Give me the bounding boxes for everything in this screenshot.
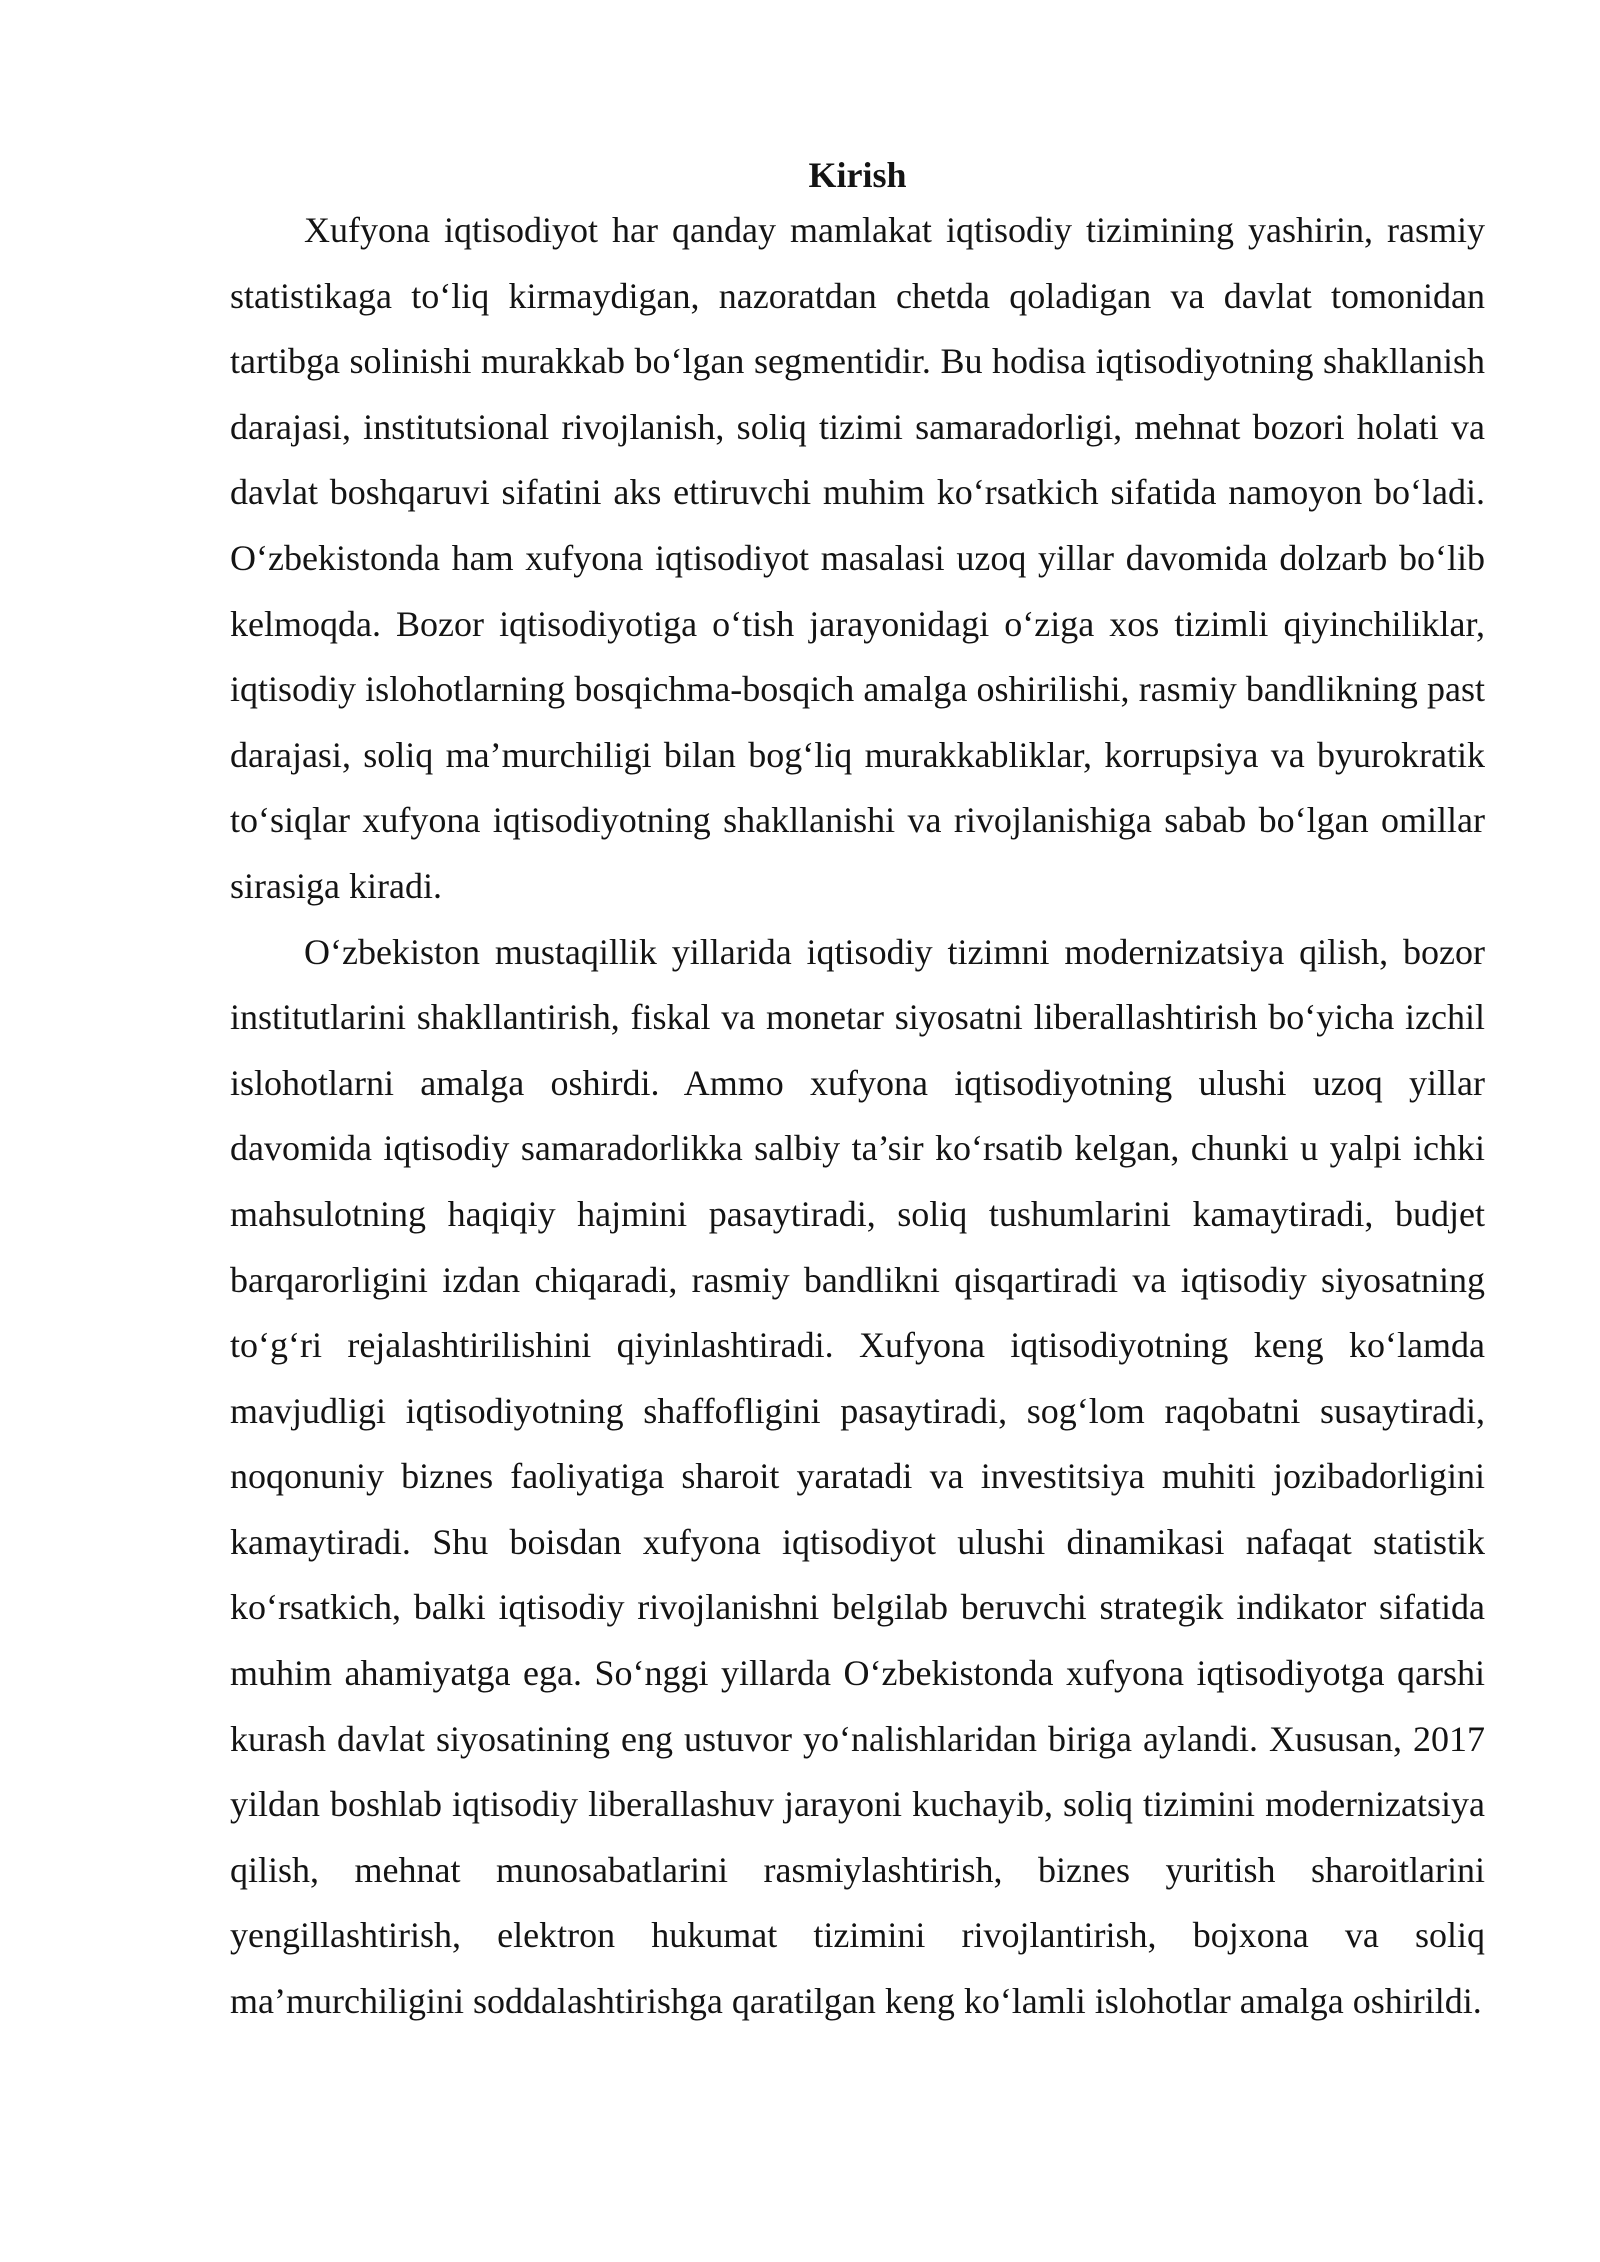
paragraph-1: Xufyona iqtisodiyot har qanday mamlakat iqtisodiy tizimining yashirin, rasmiy statistikaga to‘liq kirmaydigan, nazoratdan chetda qoladigan va davlat tomonidan tartibga solinishi murakkab bo‘lgan segmentidir. Bu hodisa iqtisodiyotning shakllanish darajasi, institutsional rivojlanish, soliq tizimi samaradorligi, mehnat bozori holati va davlat boshqaruvi sifatini aks ettiruvchi muhim ko‘rsatkich sifatida namoyon bo‘ladi. O‘zbekistonda ham xufyona iqtisodiyot masalasi uzoq yillar davomida dolzarb bo‘lib kelmoqda. Bozor iqtisodiyotiga o‘tish jarayonidagi o‘ziga xos tizimli qiyinchiliklar, iqtisodiy islohotlarning bosqichma-bosqich amalga oshirilishi, rasmiy bandlikning past darajasi, soliq ma’murchiligi bilan bog‘liq murakkabliklar, korrupsiya va byurokratik to‘siqlar xufyona iqtisodiyotning shakllanishi va rivojlanishiga sabab bo‘lgan omillar sirasiga kiradi. [230,210,1485,906]
document-body [230,150,1485,2035]
section-heading: Kirish [808,155,907,195]
paragraph-2: O‘zbekiston mustaqillik yillarida iqtisodiy tizimni modernizatsiya qilish, bozor institutlarini shakllantirish, fiskal va monetar siyosatni liberallashtirish bo‘yicha izchil islohotlarni amalga oshirdi. Ammo xufyona iqtisodiyotning ulushi uzoq yillar davomida iqtisodiy samaradorlikka salbiy ta’sir ko‘rsatib kelgan, chunki u yalpi ichki mahsulotning haqiqiy hajmini pasaytiradi, soliq tushumlarini kamaytiradi, budjet barqarorligini izdan chiqaradi, rasmiy bandlikni qisqartiradi va iqtisodiy siyosatning to‘g‘ri rejalashtirilishini qiyinlashtiradi. Xufyona iqtisodiyotning keng ko‘lamda mavjudligi iqtisodiyotning shaffofligini pasaytiradi, sog‘lom raqobatni susaytiradi, noqonuniy biznes faoliyatiga sharoit yaratadi va investitsiya muhiti jozibadorligini kamaytiradi. Shu boisdan xufyona iqtisodiyot ulushi dinamikasi nafaqat statistik ko‘rsatkich, balki iqtisodiy rivojlanishni belgilab beruvchi strategik indikator sifatida muhim ahamiyatga ega. So‘nggi yillarda O‘zbekistonda xufyona iqtisodiyotga qarshi kurash davlat siyosatining eng ustuvor yo‘nalishlaridan biriga aylandi. Xususan, 2017 yildan boshlab iqtisodiy liberallashuv jarayoni kuchayib, soliq tizimini modernizatsiya qilish, mehnat munosabatlarini rasmiylashtirish, biznes yuritish sharoitlarini yengillashtirish, elektron hukumat tizimini rivojlantirish, bojxona va soliq ma’murchiligini soddalashtirishga qaratilgan keng ko‘lamli islohotlar amalga oshirildi. [230,931,1485,2022]
